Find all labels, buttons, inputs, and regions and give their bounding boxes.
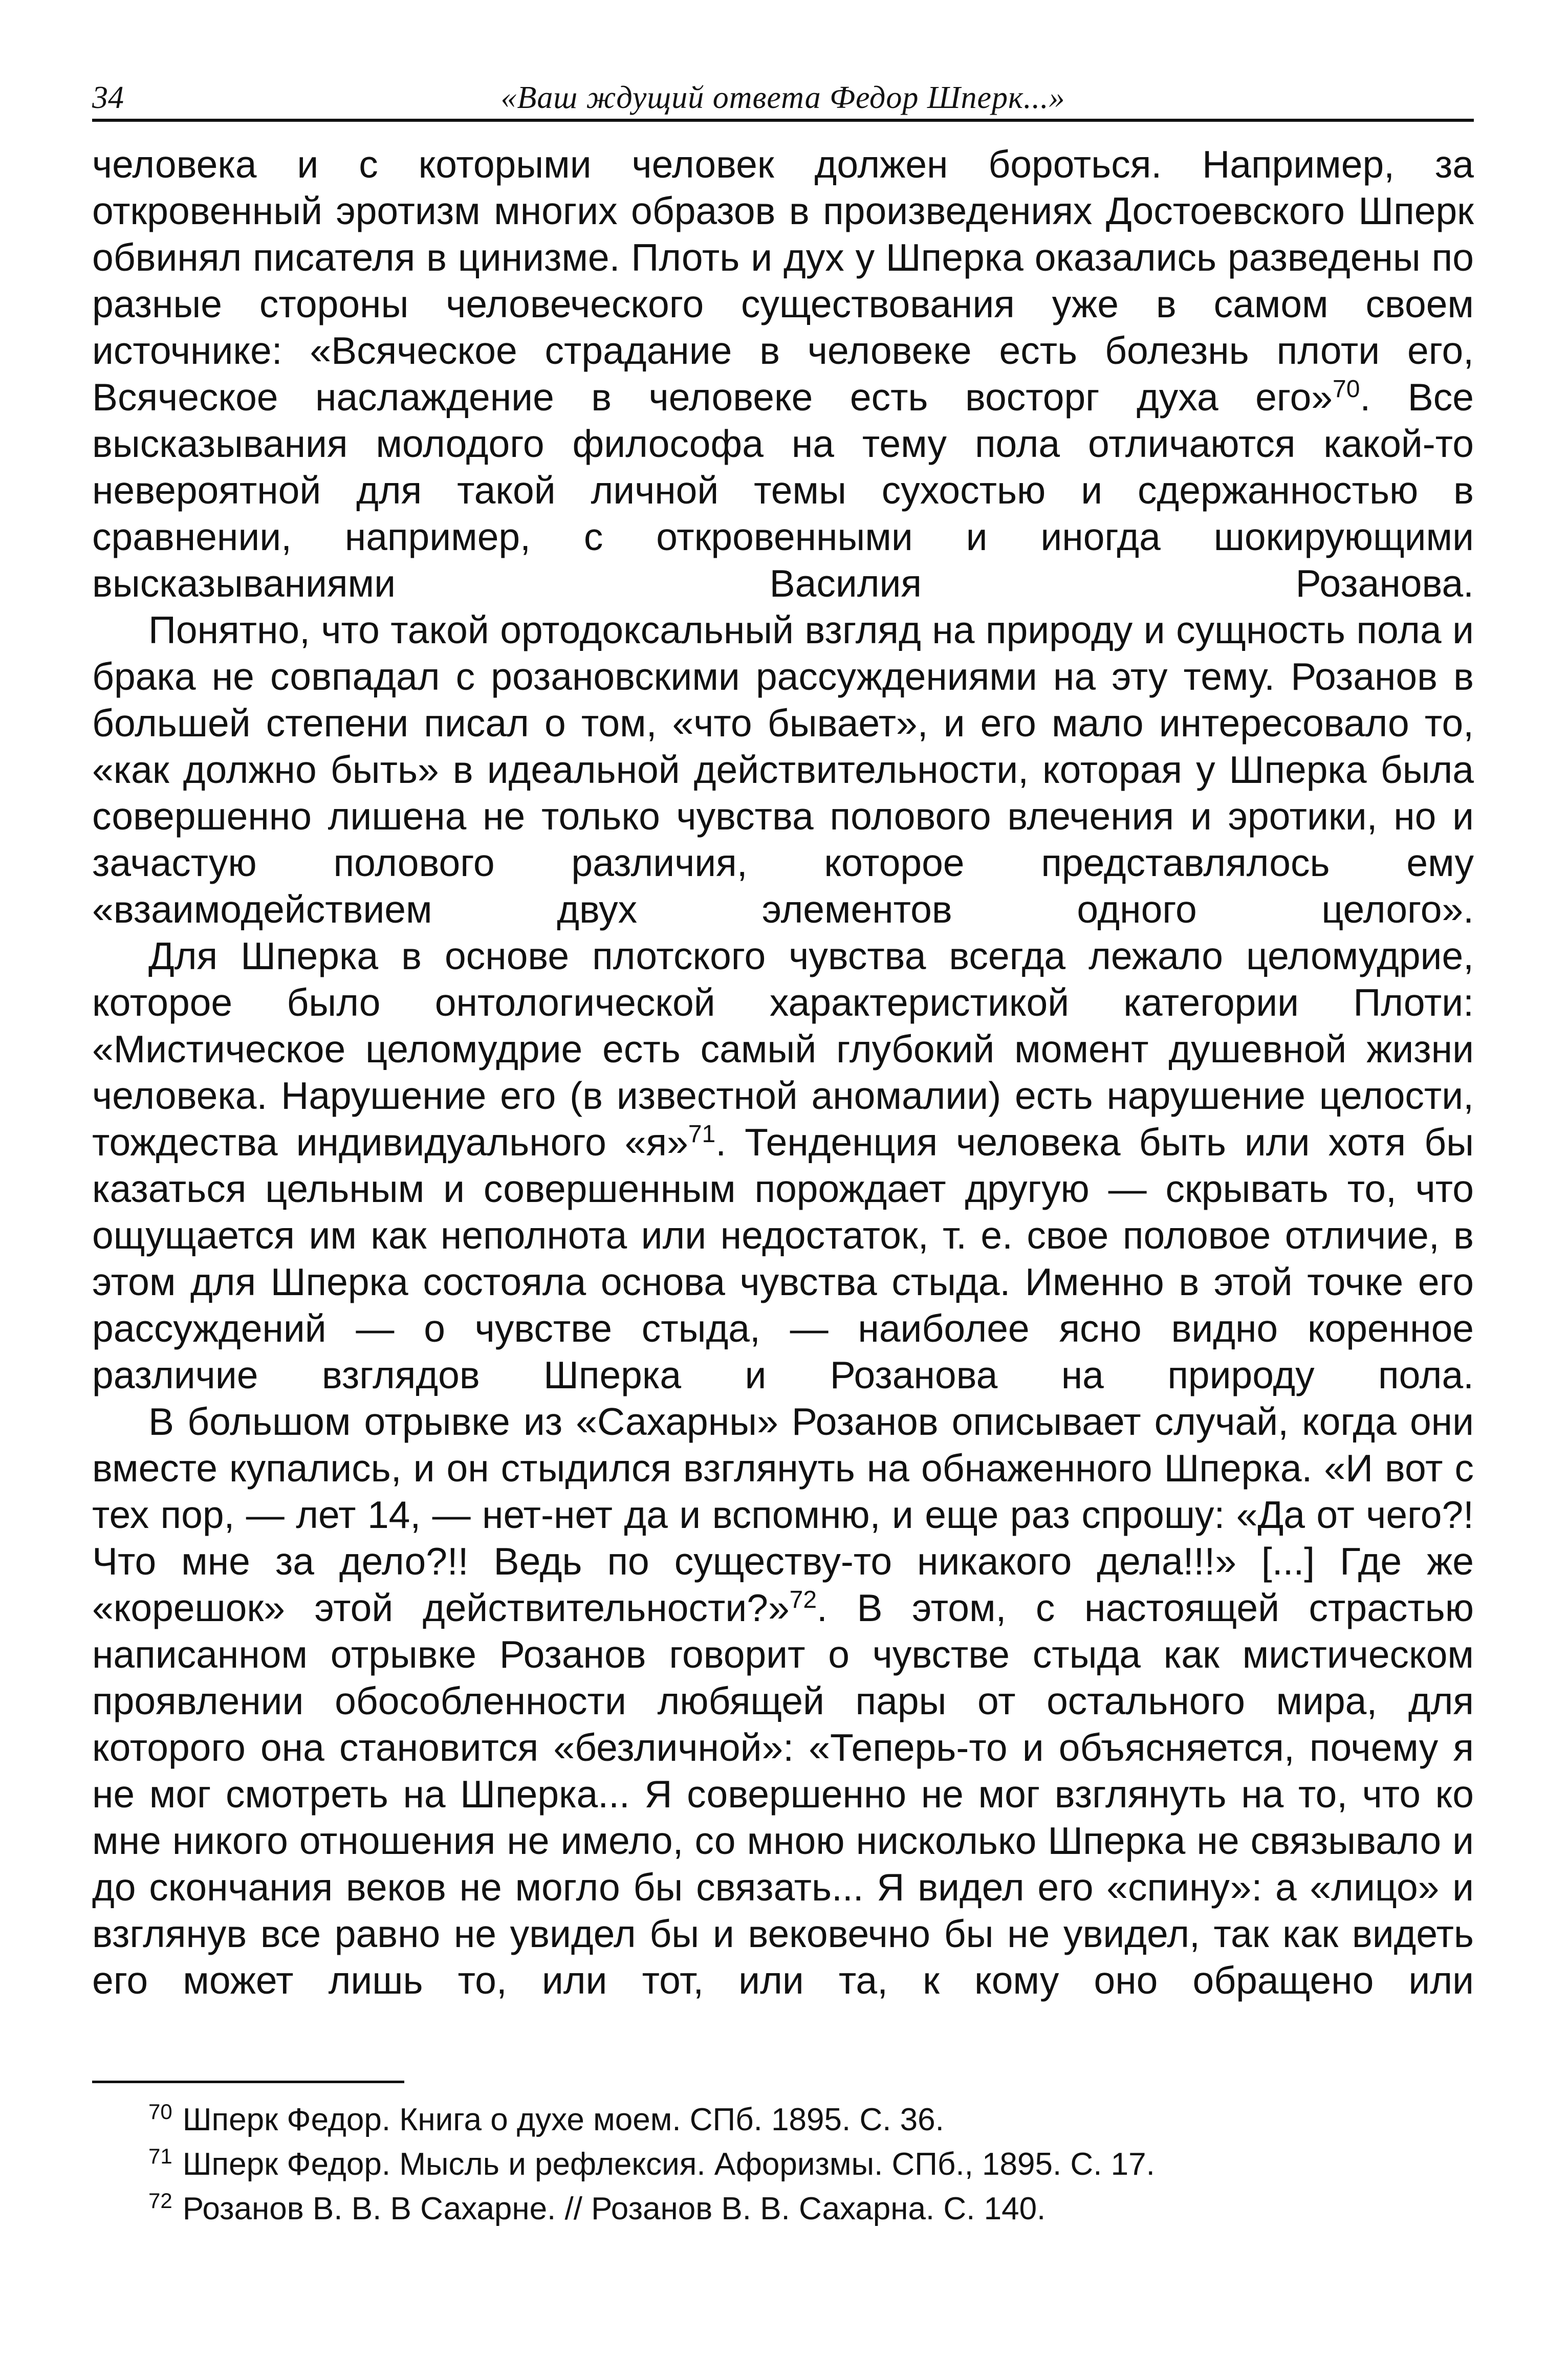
footnote-divider bbox=[92, 2081, 404, 2083]
running-title: «Ваш ждущий ответа Федор Шперк...» bbox=[500, 80, 1065, 115]
paragraph-text: В большом отрывке из «Сахарны» Розанов описывает случай, когда они вместе купались, и он стыдился взглянуть на обнаженного Шперка. «И вот с тех пор, — лет 14, — нет-нет да и вспомню, и еще раз спрошу: «Да от чего?! Что мне за дело?!! Ведь по существу-то никакого дела!!!» [...] Где же «корешок» этой действительности?» bbox=[92, 1400, 1474, 1629]
footnote-text: Шперк Федор. Мысль и рефлексия. Афоризмы. СПб., 1895. С. 17. bbox=[182, 2147, 1155, 2182]
paragraph-text-continued: . В этом, с настоящей страстью написанном отрывке Розанов говорит о чувстве стыда как мистическом проявлении обособленности любящей пары от остального мира, для которого она становится «безличной»: «Теперь-то и объясняется, почему я не мог смотреть на Шперка... Я совершенно не мог взглянуть на то, что ко мне никого отношения не имело, со мною нисколько Шперка не связывало и до скончания веков не могло бы связать... Я видел его «спину»: а «лицо» и взглянув все равно не увидел бы и вековечно бы не увидел, так как видеть его может лишь то, или тот, или та, к кому оно обращено или bbox=[92, 1586, 1474, 2002]
book-page bbox=[92, 61, 1474, 2303]
footnote-number: 72 bbox=[148, 2189, 172, 2213]
footnote-ref-70: 70 bbox=[1333, 376, 1360, 403]
footnotes bbox=[92, 2097, 1474, 2231]
footnote-number: 71 bbox=[148, 2144, 172, 2169]
footnote-ref-71: 71 bbox=[688, 1121, 716, 1148]
paragraph-text: Для Шперка в основе плотского чувства всегда лежало целомудрие, которое было онтологической характеристикой категории Плоти: «Мистическое целомудрие есть самый глубокий момент душевной жизни человека. Нарушение его (в известной аномалии) есть нарушение целости, тождества индивидуального «я» bbox=[92, 934, 1474, 1164]
footnote-72 bbox=[92, 2187, 1474, 2231]
paragraph-text: Понятно, что такой ортодоксальный взгляд на природу и сущность пола и брака не совпадал с розановскими рассуждениями на эту тему. Розанов в большей степени писал о том, «что бывает», и его мало интересовало то, «как должно быть» в идеальной действительности, которая у Шперка была совершенно лишена не только чувства полового влечения и эротики, но и зачастую полового различия, которое представлялось ему «взаимодействием двух элементов одного целого». bbox=[92, 608, 1474, 931]
footnote-71 bbox=[92, 2142, 1474, 2187]
page-number: 34 bbox=[92, 80, 124, 115]
footnote-70 bbox=[92, 2097, 1474, 2142]
footnote-ref-72: 72 bbox=[789, 1586, 817, 1613]
page-header bbox=[92, 61, 1474, 122]
paragraph-text-continued: . Тенденция человека быть или хотя бы казаться цельным и совершенным порождает другую — скрывать то, что ощущается им как неполнота или недостаток, т. е. свое половое отличие, в этом для Шперка состояла основа чувства стыда. Именно в этой точке его рассуждений — о чувстве стыда, — наиболее ясно видно коренное различие взглядов Шперка и Розанова на природу пола. bbox=[92, 1121, 1474, 1396]
paragraph-1 bbox=[92, 141, 1474, 607]
main-text bbox=[92, 141, 1474, 2004]
footnote-text: Шперк Федор. Книга о духе моем. СПб. 1895. С. 36. bbox=[182, 2102, 944, 2137]
paragraph-3 bbox=[92, 933, 1474, 1398]
paragraph-2 bbox=[92, 607, 1474, 933]
footnote-text: Розанов В. В. В Сахарне. // Розанов В. В. Сахарна. С. 140. bbox=[182, 2191, 1046, 2226]
paragraph-4 bbox=[92, 1398, 1474, 2004]
paragraph-text-continued: . Все высказывания молодого философа на тему пола отличаются какой-то невероятной для такой личной темы сухостью и сдержанностью в сравнении, например, с откровенными и иногда шокирующими высказываниями Василия Розанова. bbox=[92, 376, 1474, 605]
paragraph-text: человека и с которыми человек должен бороться. Например, за откровенный эротизм многих образов в произведениях Достоевского Шперк обвинял писателя в цинизме. Плоть и дух у Шперка оказались разведены по разные стороны человеческого существования уже в самом своем источнике: «Всяческое страдание в человеке есть болезнь плоти его, Всяческое наслаждение в человеке есть восторг духа его» bbox=[92, 143, 1474, 419]
footnote-number: 70 bbox=[148, 2100, 172, 2124]
